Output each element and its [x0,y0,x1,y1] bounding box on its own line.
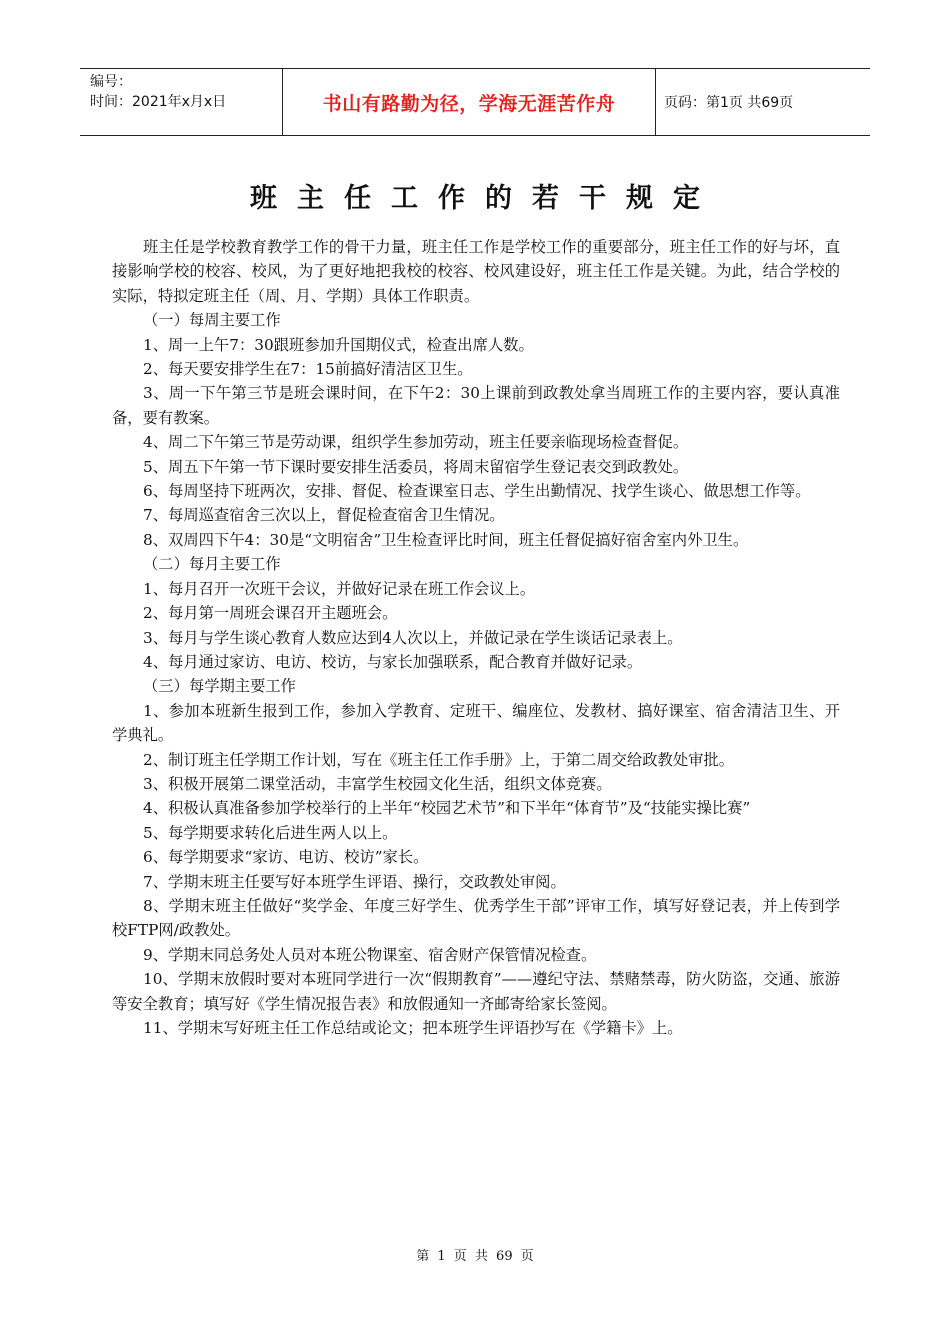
header-motto-cell [282,69,656,135]
list-item: 5、周五下午第一节下课时要安排生活委员，将周末留宿学生登记表交到政教处。 [143,457,689,476]
section-heading-semester: （三）每学期主要工作 [143,677,296,696]
list-item: 1、每月召开一次班干会议，并做好记录在班工作会议上。 [143,579,536,598]
list-item: 2、每天要安排学生在7：15前搞好清洁区卫生。 [143,360,473,379]
list-item: 5、每学期要求转化后进生两人以上。 [143,823,398,842]
header-table [80,68,870,136]
list-item: 7、学期末班主任要写好本班学生评语、操行，交政教处审阅。 [143,872,566,891]
list-item: 1、参加本班新生报到工作，参加入学教育、定班干、编座位、发教材、搞好课室、宿舍清洁卫生、开学典礼。 [112,701,840,745]
document-time-label: 时间：2021年x月x日 [90,94,227,110]
list-item: 3、周一下午第三节是班会课时间，在下午2：30上课前到政教处拿当周班工作的主要内容，要认真准备，要有教案。 [112,384,840,427]
document-number-label: 编号： [90,74,132,90]
list-item: 6、每学期要求“家访、电访、校访”家长。 [143,848,429,867]
list-item: 1、周一上午7：30跟班参加升国期仪式，检查出席人数。 [143,335,534,354]
list-item: 10、学期末放假时要对本班同学进行一次“假期教育”——遵纪守法、禁赌禁毒，防火防盗，交通、旅游等安全教育；填写好《学生情况报告表》和放假通知一齐邮寄给家长签阅。 [112,970,840,1013]
header-page-info: 页码：第1页 共69页 [664,95,794,111]
list-item: 9、学期末同总务处人员对本班公物课室、宿舍财产保管情况检查。 [143,945,597,964]
list-item: 3、积极开展第二课堂活动，丰富学生校园文化生活，组织文体竞赛。 [143,774,612,793]
document-body [112,235,840,1040]
list-item: 4、周二下午第三节是劳动课，组织学生参加劳动，班主任要亲临现场检查督促。 [143,433,689,452]
list-item: 4、积极认真准备参加学校举行的上半年“校园艺术节”和下半年“体育节”及“技能实操比赛” [143,799,751,818]
section-heading-monthly: （二）每月主要工作 [143,555,281,574]
document-title: 班主任工作的若干规定 [250,183,720,214]
list-item: 11、学期末写好班主任工作总结或论文；把本班学生评语抄写在《学籍卡》上。 [143,1019,683,1037]
list-item: 8、学期末班主任做好“奖学金、年度三好学生、优秀学生干部”评审工作，填写好登记表，并上传到学校FTP网/政教处。 [112,896,840,940]
section-heading-weekly: （一）每周主要工作 [143,311,281,330]
header-meta-cell [80,69,282,135]
list-item: 8、双周四下午4：30是“文明宿舍”卫生检查评比时间，班主任督促搞好宿舍室内外卫生。 [143,530,749,549]
list-item: 2、制订班主任学期工作计划，写在《班主任工作手册》上，于第二周交给政教处审批。 [143,750,735,769]
intro-paragraph: 班主任是学校教育教学工作的骨干力量，班主任工作是学校工作的重要部分，班主任工作的好与坏，直接影响学校的校容、校风，为了更好地把我校的校容、校风建设好，班主任工作是关键。为此，结合学校的实际，特拟定班主任（周、月、学期）具体工作职责。 [112,238,840,305]
header-motto: 书山有路勤为径，学海无涯苦作舟 [322,92,616,115]
list-item: 6、每周坚持下班两次，安排、督促、检查课室日志、学生出勤情况、找学生谈心、做思想工作等。 [143,482,811,501]
list-item: 2、每月第一周班会课召开主题班会。 [143,604,398,623]
list-item: 4、每月通过家访、电访、校访，与家长加强联系，配合教育并做好记录。 [143,652,643,671]
list-item: 7、每周巡查宿舍三次以上，督促检查宿舍卫生情况。 [143,506,505,525]
header-page-cell [656,69,870,135]
list-item: 3、每月与学生谈心教育人数应达到4人次以上，并做记录在学生谈话记录表上。 [143,628,683,647]
page-footer: 第 1 页 共 69 页 [416,1249,534,1264]
